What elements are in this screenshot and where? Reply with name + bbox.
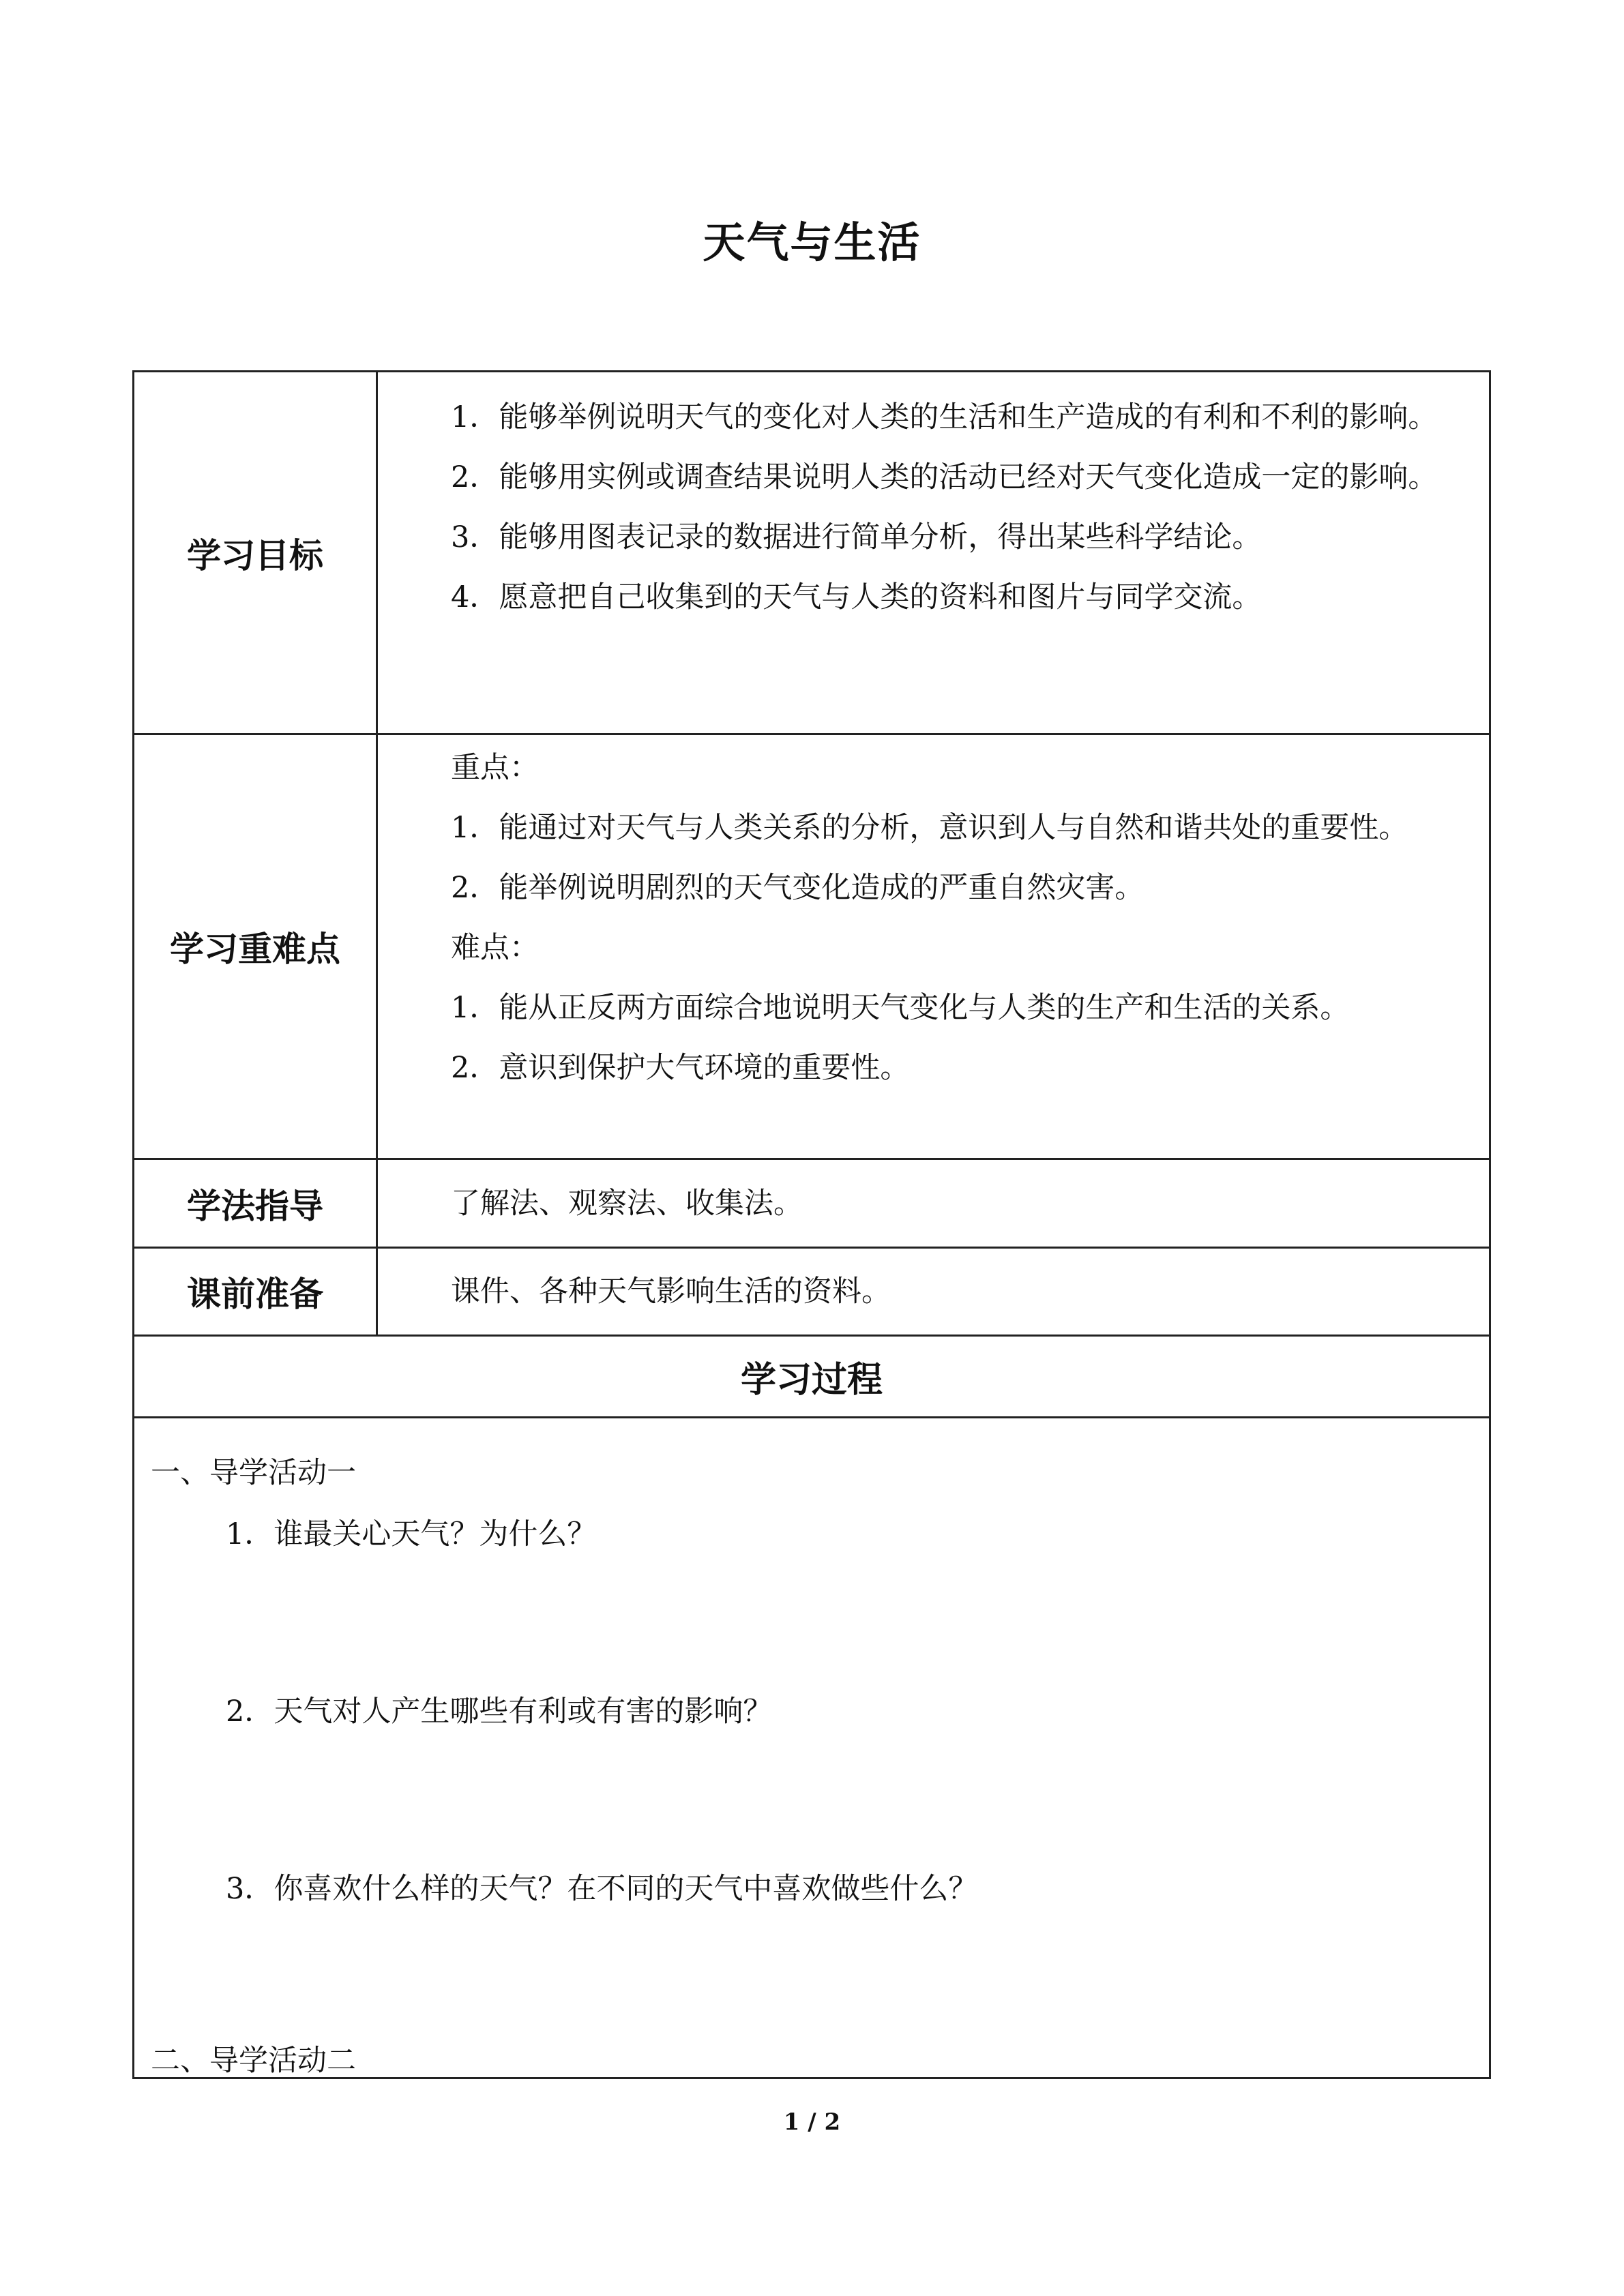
process-heading: 学习过程 (134, 1337, 1489, 1418)
focus-item: 2．能举例说明剧烈的天气变化造成的严重自然灾害。 (451, 871, 1145, 905)
goals-label: 学习目标 (134, 372, 378, 733)
prep-row (134, 1249, 1489, 1337)
key-points-label: 学习重难点 (134, 735, 378, 1158)
prep-label: 课前准备 (134, 1249, 378, 1335)
goal-item: 4．愿意把自己收集到的天气与人类的资料和图片与同学交流。 (451, 580, 1262, 614)
goal-item: 1．能够举例说明天气的变化对人类的生活和生产造成的有利和不利的影响。 (451, 400, 1438, 434)
activity-one-heading: 一、导学活动一 (151, 1456, 356, 1490)
method-label: 学法指导 (134, 1160, 378, 1247)
prep-content (376, 1249, 1489, 1335)
question-item: 3．你喜欢什么样的天气？在不同的天气中喜欢做些什么？ (226, 1872, 978, 1906)
difficulty-item: 2．意识到保护大气环境的重要性。 (451, 1051, 910, 1085)
method-text: 了解法、观察法、收集法。 (451, 1186, 803, 1221)
goal-item: 3．能够用图表记录的数据进行简单分析，得出某些科学结论。 (451, 520, 1262, 554)
goals-row (134, 372, 1489, 735)
question-item: 1．谁最关心天气？为什么？ (226, 1517, 597, 1551)
key-points-row (134, 735, 1489, 1160)
difficulty-heading: 难点： (451, 931, 539, 965)
page-number: 1 / 2 (783, 2108, 841, 2136)
focus-item: 1．能通过对天气与人类关系的分析，意识到人与自然和谐共处的重要性。 (451, 811, 1408, 845)
activity-two-heading: 二、导学活动二 (151, 2044, 356, 2078)
focus-heading: 重点： (451, 751, 539, 785)
lesson-plan-table (132, 370, 1491, 2079)
process-section (134, 1418, 1489, 2077)
goal-item: 2．能够用实例或调查结果说明人类的活动已经对天气变化造成一定的影响。 (451, 460, 1438, 494)
document-title: 天气与生活 (703, 218, 921, 267)
method-content (376, 1160, 1489, 1247)
method-row (134, 1160, 1489, 1249)
difficulty-item: 1．能从正反两方面综合地说明天气变化与人类的生产和生活的关系。 (451, 991, 1350, 1025)
prep-text: 课件、各种天气影响生活的资料。 (451, 1274, 891, 1309)
question-item: 2．天气对人产生哪些有利或有害的影响？ (226, 1695, 773, 1729)
key-points-content (376, 735, 1489, 1158)
goals-content (376, 372, 1489, 733)
